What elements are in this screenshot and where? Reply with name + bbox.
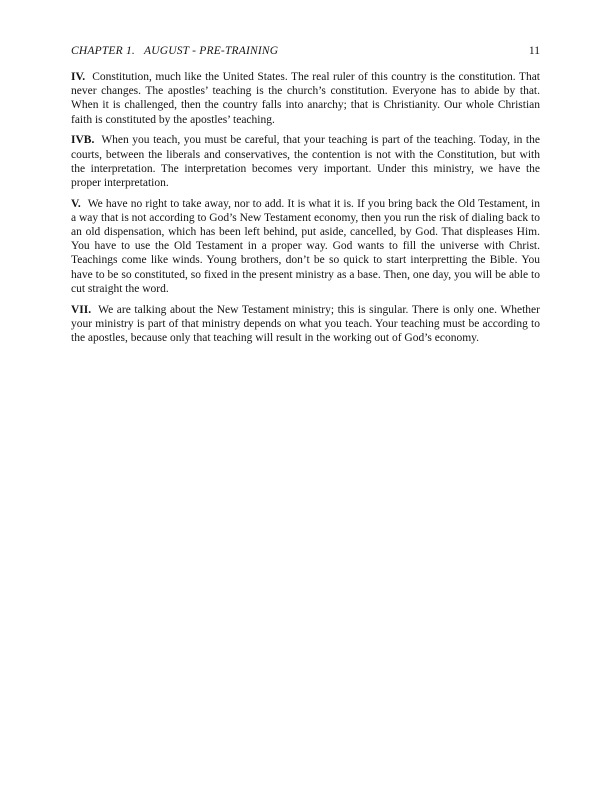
running-head bbox=[71, 44, 278, 58]
page-body bbox=[71, 70, 540, 352]
paragraph-label: IV. bbox=[71, 71, 86, 83]
paragraph bbox=[71, 197, 540, 296]
chapter-label: CHAPTER 1. bbox=[71, 45, 135, 57]
running-header bbox=[71, 44, 540, 58]
paragraph-label: IVB. bbox=[71, 134, 95, 147]
paragraph-label: V. bbox=[71, 197, 81, 210]
paragraph bbox=[71, 303, 540, 346]
page-number: 11 bbox=[528, 45, 540, 57]
paragraph bbox=[71, 70, 540, 127]
paragraph-text: We are talking about the New Testament ministry; this is singular. There is only one. Whether your ministry is part of that ministry depends on what you teach. Your teaching must be according to the apostles, because only that teaching will result in the working out of God’s economy. bbox=[71, 303, 540, 344]
paragraph-label: VII. bbox=[71, 303, 92, 316]
chapter-title: AUGUST - PRE-TRAINING bbox=[143, 45, 279, 57]
paragraph-text: We have no right to take away, nor to add. It is what it is. If you bring back the Old Testament, in a way that is not according to God’s New Testament economy, then you run the risk of dialing back to an old dispensation, which has been left behind, put aside, cancelled, by God. That displeases Him. You have to use the Old Testament in a proper way. God wants to fill the universe with Christ. Teachings come like winds. Young brothers, don’t be so quick to start interpretting the Bible. You have to be so constituted, so fixed in the present ministry as a base. Then, one day, you will be able to cut straight the word. bbox=[71, 197, 540, 295]
paragraph bbox=[71, 133, 540, 190]
paragraph-text: When you teach, you must be careful, that your teaching is part of the teaching. Today, in the courts, between the liberals and conservatives, the contention is not with the Constitution, but with the interpretation. The interpretation becomes very important. Under this ministry, we have the proper interpretation. bbox=[71, 134, 540, 189]
paragraph-text: Constitution, much like the United States. The real ruler of this country is the constitution. That never changes. The apostles’ teaching is the church’s constitution. Everyone has to abide by that. When it is challenged, then the country falls into anarchy; that is Christianity. Our whole Christian faith is constituted by the apostles’ teaching. bbox=[71, 71, 540, 126]
